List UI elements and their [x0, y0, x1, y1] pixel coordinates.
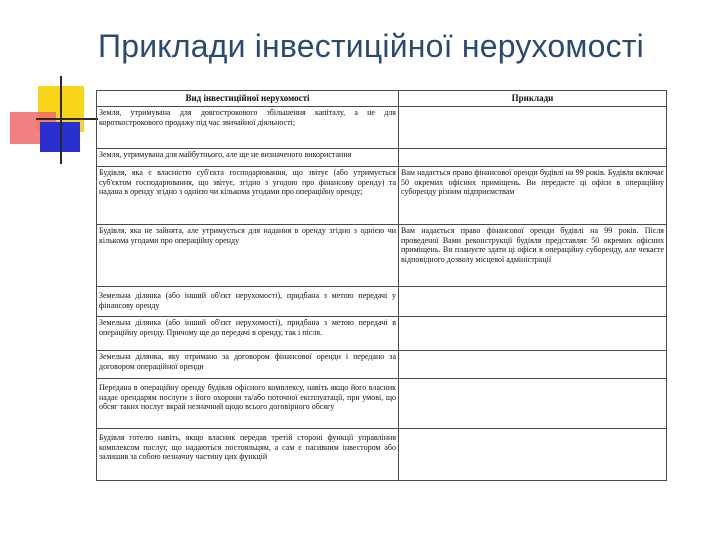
- decor-vertical-line: [60, 76, 62, 164]
- table-row: [97, 224, 667, 286]
- table-row: [97, 350, 667, 378]
- type-cell: Земля, утримувана для майбутнього, але ще не визначеного використання: [97, 148, 399, 166]
- table-row: [97, 148, 667, 166]
- table-row: [97, 428, 667, 480]
- decor-horizontal-line: [36, 118, 98, 120]
- example-cell: Вам надається право фінансової оренди будівлі на 99 років. Будівля включає 50 окремих офісних приміщень. Ви передаєте ці офіси в операційну суборенду різним підприємствам: [399, 166, 667, 224]
- type-cell: Передана в операційну оренду будівля офісного комплексу, навіть якщо його власник надає орендарям послуги з його охорони та/або поточної експлуатації, при умові, що обсяг таких послуг вкрай незначний щодо всього договірного обсягу: [97, 378, 399, 428]
- example-cell: [399, 350, 667, 378]
- table-row: [97, 286, 667, 316]
- type-cell: Будівля, яка є власністю суб'єкта господарювання, що звітує (або утримується суб'єктом господарювання, що звітує, згідно з угодою про фінансову оренду) та надана в оренду згідно з однією чи кількома угодами про операційну оренду;: [97, 166, 399, 224]
- table-row: [97, 166, 667, 224]
- table-row: [97, 378, 667, 428]
- header-type: Вид інвестиційної нерухомості: [97, 91, 399, 107]
- example-cell: [399, 148, 667, 166]
- type-cell: Будівля, яка не зайнята, але утримується для надання в оренду згідно з однією чи кількома угодами про операційну оренду: [97, 224, 399, 286]
- type-cell: Земельна ділянка, яку отримано за договором фінансової оренди і передано за договором операційної оренди: [97, 350, 399, 378]
- example-cell: [399, 316, 667, 350]
- example-cell: Вам надається право фінансової оренди будівлі на 99 років. Після проведеної Вами реконструкції будівля представляє 50 окремих офісних приміщень. Ви плануєте здати ці офіси в операційну суборенду, але чекаєте відповідного дозволу місцевої адміністрації: [399, 224, 667, 286]
- type-cell: Земельна ділянка (або інший об'єкт нерухомості), придбана з метою передачі в операційну оренду. Причому ще до передачі в оренду, так і після.: [97, 316, 399, 350]
- type-cell: Будівля готелю навіть, якщо власник передав третій стороні функції управління комплексом послуг, що надаються постояльцям, а сам є пасивним інвестором або залишив за собою незначну частину цих функцій: [97, 428, 399, 480]
- table-row: [97, 106, 667, 148]
- page-title: Приклади інвестиційної нерухомості: [98, 28, 644, 64]
- table-row: [97, 316, 667, 350]
- investment-property-table: [96, 90, 667, 481]
- header-examples: Приклади: [399, 91, 667, 107]
- example-cell: [399, 286, 667, 316]
- table-header-row: [97, 91, 667, 107]
- example-cell: [399, 378, 667, 428]
- type-cell: Земля, утримувана для довгострокового збільшення капіталу, а не для короткострокового продажу під час звичайної діяльності;: [97, 106, 399, 148]
- example-cell: [399, 428, 667, 480]
- example-cell: [399, 106, 667, 148]
- type-cell: Земельна ділянка (або інший об'єкт нерухомості), придбана з метою передачі у фінансову оренду: [97, 286, 399, 316]
